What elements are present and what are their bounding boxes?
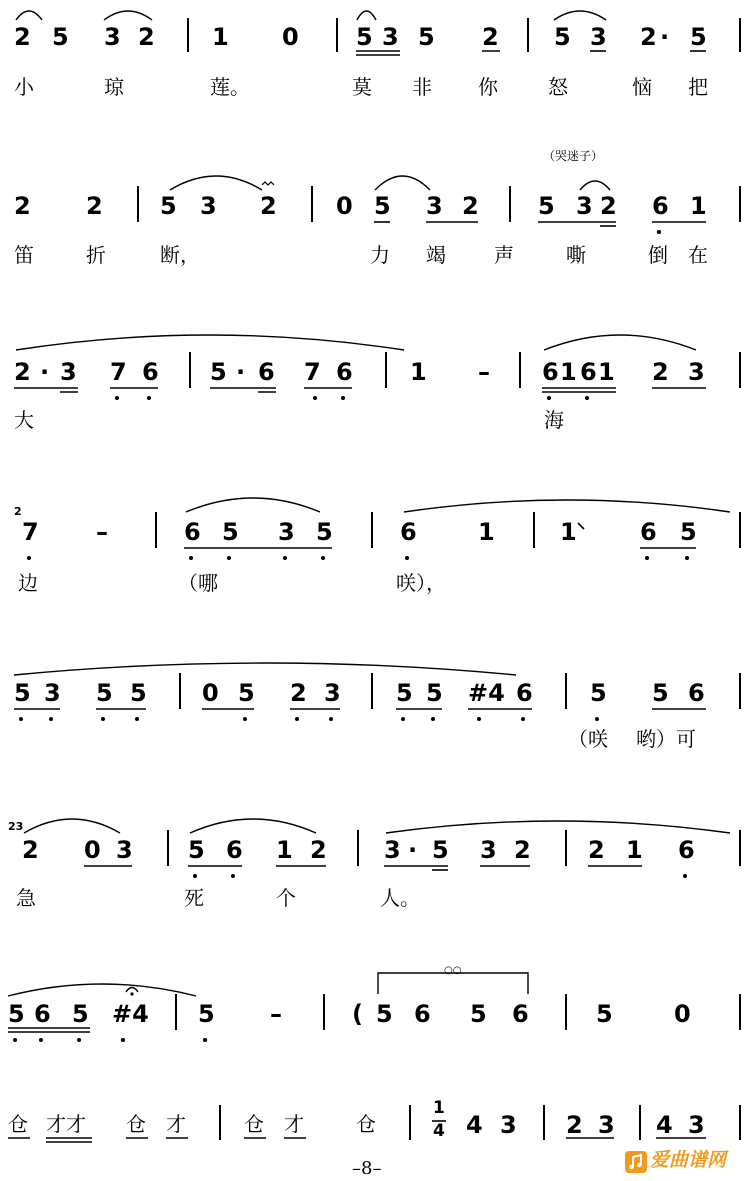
note: 2 [482, 23, 499, 51]
fermata [126, 988, 138, 993]
slur [386, 821, 730, 833]
note: 2 [22, 836, 39, 864]
octave-dot [685, 556, 689, 560]
note: 0 [674, 1000, 691, 1028]
lyric: 大 [14, 408, 34, 432]
octave-dot [115, 396, 119, 400]
lyric: 咲）， [396, 571, 446, 595]
octave-dot [39, 1038, 43, 1042]
note: 5 [376, 1000, 393, 1028]
lyric: 在 [688, 243, 708, 267]
note: 0 [84, 836, 101, 864]
octave-dot [135, 717, 139, 721]
note: 3 [384, 836, 401, 864]
dash: – [270, 1000, 282, 1028]
note: 3 [44, 679, 61, 707]
slur [554, 11, 606, 20]
trill-mark [262, 182, 274, 185]
octave-dot [77, 1038, 81, 1042]
note: 5 [356, 23, 373, 51]
note: 6 [336, 358, 353, 386]
lyric: （哪 [178, 571, 218, 595]
note: 5 [432, 836, 449, 864]
annotation-kumizi: （哭迷子） [543, 149, 604, 163]
note: 1 [626, 836, 643, 864]
lyric: 死 [184, 886, 204, 910]
octave-dot [121, 1038, 125, 1042]
slur [186, 498, 320, 512]
note: 3 [60, 358, 77, 386]
watermark-text: 爱曲谱网 [650, 1149, 727, 1171]
note: 1 [410, 358, 427, 386]
octave-dot [321, 556, 325, 560]
note: 6 [640, 518, 657, 546]
lyric: 嘶 [566, 243, 586, 267]
note: 2 [14, 358, 31, 386]
note: 5 [652, 679, 669, 707]
grace-note: 23 [8, 820, 24, 833]
lyric: 倒 [648, 243, 668, 267]
lyric: 你 [478, 75, 498, 99]
lyric: 力 [370, 243, 390, 267]
octave-dot [101, 717, 105, 721]
slur [8, 984, 196, 996]
percussion-syllable: 仓 [356, 1112, 376, 1136]
note: 7 [22, 518, 39, 546]
octave-dot [547, 396, 551, 400]
note: 5 [426, 679, 443, 707]
lyric: 海 [544, 408, 564, 432]
octave-dot [295, 717, 299, 721]
note: 6 [688, 679, 705, 707]
lyric: 边 [18, 571, 38, 595]
lyric: 笛 [14, 243, 34, 267]
slur [375, 176, 430, 190]
note: 5 [96, 679, 113, 707]
note: 5 [396, 679, 413, 707]
slur [404, 500, 730, 512]
lyric: 把 [688, 75, 708, 99]
lyric: 折 [86, 243, 106, 267]
slur [24, 819, 120, 833]
note: 2 [652, 358, 669, 386]
octave-dot [683, 874, 687, 878]
octave-dot [193, 874, 197, 878]
lyric: 个 [276, 886, 296, 910]
note: 5 [590, 679, 607, 707]
lyric: 断， [160, 243, 200, 267]
note: 6 [512, 1000, 529, 1028]
note: 3 [576, 192, 593, 220]
note: 6 [142, 358, 159, 386]
percussion-syllable: 仓 [126, 1112, 146, 1136]
note: 1 [560, 518, 577, 546]
note: 3 [200, 192, 217, 220]
note: 5 [238, 679, 255, 707]
note: 6 [400, 518, 417, 546]
note: 3 [500, 1111, 517, 1139]
note: 5 [690, 23, 707, 51]
slur [104, 11, 152, 20]
augmentation-dot: · [236, 358, 246, 386]
note: 0 [282, 23, 299, 51]
dash: – [478, 358, 490, 386]
breath-mark [578, 523, 584, 529]
note: 1 [276, 836, 293, 864]
slur [544, 335, 696, 350]
note: 2 [566, 1111, 583, 1139]
slur [16, 11, 42, 20]
note: 7 [304, 358, 321, 386]
note: 1 [212, 23, 229, 51]
note: 5 [374, 192, 391, 220]
octave-dot [405, 556, 409, 560]
octave-dot [645, 556, 649, 560]
octave-dot [49, 717, 53, 721]
lyric: 怒 [548, 75, 568, 99]
slur [14, 663, 516, 675]
octave-dot [227, 556, 231, 560]
augmentation-dot: · [660, 23, 670, 51]
lyric: 哟）可 [636, 727, 696, 751]
lyric: 急 [16, 886, 36, 910]
note: 6 [414, 1000, 431, 1028]
note: 5 [418, 23, 435, 51]
lyric: 非 [412, 75, 432, 99]
time-signature-top: 1 [433, 1098, 445, 1118]
octave-dot [595, 717, 599, 721]
note: 5 [554, 23, 571, 51]
note: 2 [588, 836, 605, 864]
lyric: 声 [494, 243, 514, 267]
percussion-syllable: 仓 [244, 1112, 264, 1136]
page-number: –8– [352, 1158, 382, 1179]
open-paren: ( [352, 1000, 363, 1028]
note: 5 [8, 1000, 25, 1028]
octave-dot [203, 1038, 207, 1042]
octave-dot [431, 717, 435, 721]
note: 3 [688, 358, 705, 386]
octave-dot [243, 717, 247, 721]
note: 6 [678, 836, 695, 864]
note: 5 [316, 518, 333, 546]
site-logo [624, 1149, 727, 1178]
note: 2 [310, 836, 327, 864]
octave-dot [313, 396, 317, 400]
note: 2 [514, 836, 531, 864]
note: 5 [222, 518, 239, 546]
octave-dot [147, 396, 151, 400]
note: 3 [480, 836, 497, 864]
lyric: 莲。 [210, 75, 250, 99]
octave-dot [13, 1038, 17, 1042]
note: 7 [110, 358, 127, 386]
note: 3 [590, 23, 607, 51]
slur [190, 819, 316, 833]
lyric: 莫 [352, 75, 372, 99]
note: 2 [640, 23, 657, 51]
note: 6 [34, 1000, 51, 1028]
octave-dot [283, 556, 287, 560]
note: 5 [470, 1000, 487, 1028]
note: 2 [86, 192, 103, 220]
lyric: 竭 [426, 243, 446, 267]
note: 0 [336, 192, 353, 220]
percussion-syllable: 仓 [8, 1112, 28, 1136]
slur [170, 176, 262, 190]
note: 1 [560, 358, 577, 386]
octave-dot [341, 396, 345, 400]
dash: – [96, 518, 108, 546]
lyric: 恼 [632, 75, 652, 99]
note: 4 [466, 1111, 483, 1139]
augmentation-dot: · [408, 836, 418, 864]
music-note-icon [624, 1150, 648, 1174]
note: 5 [160, 192, 177, 220]
tremolo-mark: ○○ [444, 965, 462, 976]
note: 5 [188, 836, 205, 864]
octave-dot [19, 717, 23, 721]
note: 1 [478, 518, 495, 546]
octave-dot [231, 874, 235, 878]
note: 3 [116, 836, 133, 864]
augmentation-dot: · [40, 358, 50, 386]
note: 6 [184, 518, 201, 546]
note-sharp: #4 [468, 679, 505, 707]
note: 4 [656, 1111, 673, 1139]
note: 2 [260, 192, 277, 220]
octave-dot [189, 556, 193, 560]
note: 3 [104, 23, 121, 51]
note: 5 [14, 679, 31, 707]
grace-note: 2 [14, 505, 22, 518]
note: 5 [198, 1000, 215, 1028]
note: 0 [202, 679, 219, 707]
note: 3 [324, 679, 341, 707]
note: 1 [690, 192, 707, 220]
octave-dot [27, 556, 31, 560]
note: 3 [688, 1111, 705, 1139]
octave-dot [657, 230, 661, 234]
slur [16, 335, 404, 350]
lyric: （咲 [568, 727, 608, 751]
note: 2 [14, 192, 31, 220]
note: 5 [596, 1000, 613, 1028]
note: 5 [680, 518, 697, 546]
note: 6 [258, 358, 275, 386]
slur [357, 11, 376, 20]
octave-dot [401, 717, 405, 721]
note: 2 [462, 192, 479, 220]
percussion-syllable: 才才 [46, 1112, 86, 1136]
note: 2 [14, 23, 31, 51]
percussion-syllable: 才 [166, 1112, 186, 1136]
note: 5 [130, 679, 147, 707]
note: 2 [600, 192, 617, 220]
note: 5 [210, 358, 227, 386]
time-signature-bottom: 4 [433, 1121, 445, 1141]
tremolo-bracket [378, 973, 528, 994]
note: 6 [542, 358, 559, 386]
note-sharp: #4 [112, 1000, 149, 1028]
octave-dot [329, 717, 333, 721]
octave-dot [521, 717, 525, 721]
note: 5 [72, 1000, 89, 1028]
note: 1 [598, 358, 615, 386]
octave-dot [585, 396, 589, 400]
note: 6 [652, 192, 669, 220]
lyric: 琼 [104, 75, 124, 99]
slur [580, 181, 610, 190]
note: 3 [426, 192, 443, 220]
note: 6 [580, 358, 597, 386]
lyric: 人。 [380, 886, 420, 910]
note: 3 [382, 23, 399, 51]
note: 6 [516, 679, 533, 707]
lyric: 小 [14, 75, 34, 99]
percussion-syllable: 才 [284, 1112, 304, 1136]
fermata-dot [130, 992, 133, 995]
note: 3 [278, 518, 295, 546]
octave-dot [477, 717, 481, 721]
note: 2 [290, 679, 307, 707]
note: 5 [52, 23, 69, 51]
note: 6 [226, 836, 243, 864]
note: 5 [538, 192, 555, 220]
note: 3 [598, 1111, 615, 1139]
note: 2 [138, 23, 155, 51]
